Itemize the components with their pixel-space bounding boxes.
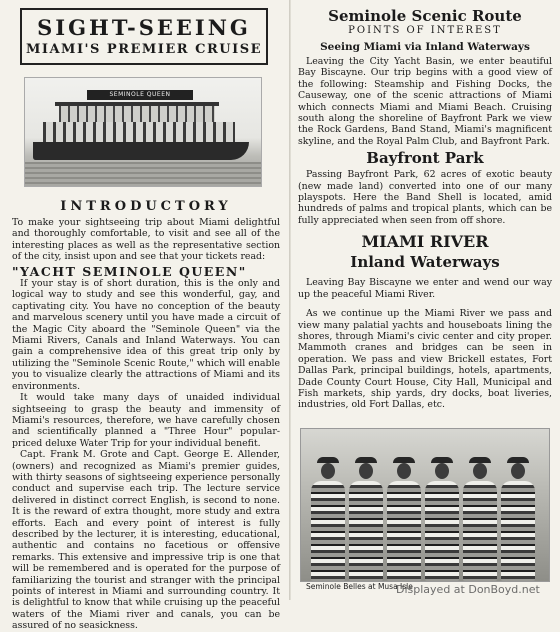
figure-person	[387, 457, 421, 581]
bayfront-heading: Bayfront Park	[366, 149, 484, 168]
river-body	[298, 277, 552, 410]
figure-person	[311, 457, 345, 581]
figure-person	[501, 457, 535, 581]
route-subtitle: POINTS OF INTEREST	[348, 25, 502, 36]
photo-caption: Seminole Belles at Musa Isle	[306, 582, 413, 591]
intro-paragraph-2: It would take many days of unaided individual sightseeing to grasp the beauty and immensity of Miami's resources, therefore, we have carefully chosen and scientifically planned a "Three Hour" popular-priced deluxe Water Trip for your individual benefit.	[12, 392, 280, 449]
header-title: SIGHT-SEEING	[37, 15, 251, 40]
river-paragraph-2: As we continue up the Miami River we pass and view many palatial yachts and houseboats lining the shores, through Miami's civic center and city proper. Mammoth cranes and bridges can be seen in operation. We pass and view Brickell estates, Fort Dallas Park, principal buildings, hotels, apartments, Dade County Court House, City Hall, Municipal and Fish markets, ship yards, dry docks, boat liveries, industries, old Fort Dallas, etc.	[298, 308, 552, 411]
route-paragraph: Leaving the City Yacht Basin, we enter beautiful Bay Biscayne. Our trip begins with a good view of the following: Steamship and Fishing Docks, the Causeway, one of the scenic attractions of Miami which connects Miami and Miami Beach. Cruising south along the shoreline of Bayfront Park we view the Rock Gardens, Band Stand, Miami's magnificent skyline, and the Royal Palm Club, and Bayfront Park.	[298, 56, 552, 147]
seminole-photo	[300, 428, 550, 582]
figure-person	[349, 457, 383, 581]
bayfront-body	[298, 169, 552, 226]
intro-body	[12, 217, 280, 632]
intro-heading: INTRODUCTORY	[60, 199, 232, 214]
route-title: Seminole Scenic Route	[328, 7, 522, 25]
river-paragraph-1: Leaving Bay Biscayne we enter and wend our way up the peaceful Miami River.	[298, 277, 552, 300]
intro-paragraph-3: Capt. Frank M. Grote and Capt. George E. Allender, (owners) and recognized as Miami's premier guides, with thirty seasons of sightseeing experience personally conduct and supervise each trip. The lecture service delivered in distinct correct English, is second to none. It is the reward of extra thought, more study and extra efforts. Each and every point of interest is fully described by the lecturer, it is interesting, educational, authentic and contains no facetious or offensive remarks. This extensive and impressive trip is one that will be remembered and is operated for the purpose of familiarizing the tourist and stranger with the principal points of interest in Miami and surrounding country. It is delightful to know that while cruising up the peaceful waters of the Miami river and canals, you can be assured of no seasickness.	[12, 449, 280, 632]
page-fold	[289, 0, 291, 600]
figure-person	[425, 457, 459, 581]
bayfront-paragraph: Passing Bayfront Park, 62 acres of exotic beauty (new made land) converted into one of our many playspots. Here the Band Shell is located, amid hundreds of palms and tropical plants, which can be fully appreciated when seen from off shore.	[298, 169, 552, 226]
route-text	[298, 56, 552, 147]
route-subtitle-2: Seeing Miami via Inland Waterways	[320, 41, 530, 53]
boat-lower-deck	[43, 122, 235, 144]
boat-upper-deck	[59, 106, 215, 122]
river-subheading: Inland Waterways	[350, 253, 500, 272]
watermark: Displayed at DonBoyd.net	[396, 583, 540, 596]
boat-photo	[24, 77, 262, 187]
boat-hull	[33, 142, 249, 160]
header-subtitle: MIAMI'S PREMIER CRUISE	[26, 42, 262, 57]
header-box	[20, 8, 268, 65]
paragraph-gap	[298, 300, 552, 308]
left-column	[12, 8, 280, 632]
intro-text: To make your sightseeing trip about Miami delightful and thoroughly comfortable, to visit and see all of the interesting places as well as the representative section of the city, insist upon and see that your tickets read:	[12, 217, 280, 263]
water	[25, 162, 261, 186]
river-heading: MIAMI RIVER	[361, 232, 489, 252]
figure-person	[463, 457, 497, 581]
yacht-heading: "YACHT SEMINOLE QUEEN"	[12, 263, 247, 279]
boat-sign: SEMINOLE QUEEN	[87, 90, 193, 100]
right-column	[298, 8, 552, 411]
intro-paragraph-1: If your stay is of short duration, this is the only and logical way to study and see this wonderful, gay, and captivating city. You have no conception of the beauty and marvelous scenery until you have made a circuit of the Magic City aboard the "Seminole Queen" via the Miami Rivers, Canals and Inland Waterways. You can gain a comprehensive idea of this great trip only by utilizing the "Seminole Scenic Route," which will enable you to visualize clearly the attractions of Miami and its environments.	[12, 278, 280, 392]
